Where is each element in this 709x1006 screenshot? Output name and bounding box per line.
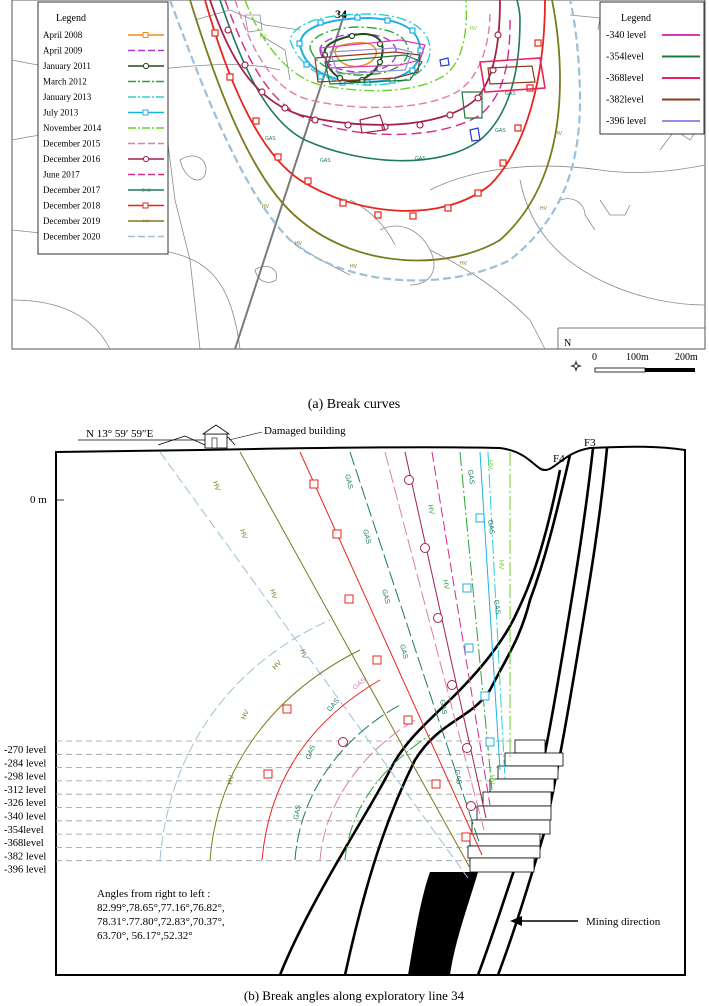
level-label: -354level [4, 824, 44, 836]
legend-left-item-label: December 2018 [43, 200, 101, 211]
legend-left-item-label: November 2014 [43, 123, 102, 133]
svg-text:HV: HV [211, 480, 221, 492]
svg-text:GAS: GAS [466, 469, 476, 485]
svg-text:HV: HV [486, 459, 494, 470]
svg-text:GAS: GAS [398, 643, 409, 660]
legend-right-item-label: -354level [606, 51, 644, 63]
svg-text:HV: HV [460, 261, 467, 267]
north-label: N [564, 338, 572, 349]
svg-text:HV: HV [298, 648, 308, 660]
legend-right-item-label: -382level [606, 94, 644, 106]
legend-left-item-label: April 2008 [43, 30, 83, 40]
svg-text:HV: HV [426, 504, 435, 515]
zero-m-label: 0 m [30, 494, 47, 506]
legend-left-item-label: December 2020 [43, 231, 101, 242]
legend-left-marker [143, 203, 148, 208]
svg-text:HV: HV [441, 579, 450, 590]
svg-text:GAS: GAS [265, 136, 276, 142]
fault-f4-label: F4 [553, 453, 565, 465]
legend-left-item-label: March 2012 [43, 76, 87, 87]
svg-text:HV: HV [497, 559, 505, 570]
level-label: -270 level [4, 745, 47, 756]
svg-text:GAS: GAS [380, 588, 391, 605]
svg-text:GAS: GAS [320, 158, 331, 164]
legend-left-item-label: December 2017 [43, 185, 101, 195]
svg-text:HV: HV [488, 774, 496, 785]
legend-left-item-label: December 2016 [43, 154, 101, 164]
legend-left-marker [143, 156, 148, 161]
legend-left-marker [143, 110, 148, 115]
legend-left-item-label: December 2019 [43, 216, 101, 226]
legend-left-marker: HV [142, 218, 150, 224]
level-label: -382 level [4, 851, 47, 863]
legend-right-item-label: -340 level [606, 30, 647, 41]
svg-text:GAS: GAS [305, 744, 317, 761]
svg-text:GAS: GAS [495, 128, 506, 134]
legend-left-item-label: July 2013 [43, 107, 79, 118]
level-label: -298 level [4, 771, 47, 783]
legend-left [38, 2, 168, 254]
svg-text:HV: HV [227, 774, 236, 786]
level-label: -312 level [4, 784, 47, 796]
level-label: -340 level [4, 811, 47, 823]
svg-text:HV: HV [470, 26, 477, 32]
svg-text:GAS: GAS [351, 676, 368, 692]
svg-text:HV: HV [295, 241, 302, 247]
caption-a: (a) Break curves [307, 397, 401, 412]
damaged-building-icon [203, 425, 229, 448]
level-label: -396 level [4, 864, 47, 876]
svg-text:HV: HV [240, 709, 251, 721]
svg-text:GAS: GAS [343, 473, 354, 490]
legend-right-item-label: -368level [606, 73, 644, 84]
legend-left-item-label: April 2009 [43, 45, 83, 56]
legend-left-item-label: January 2011 [43, 61, 91, 71]
legend-right-item-label: -396 level [606, 116, 647, 127]
angles-line: 63.70°, 56.17°,52.32° [97, 930, 193, 942]
legend-left-item-label: December 2015 [43, 138, 101, 149]
svg-text:GAS: GAS [326, 697, 342, 714]
scale-bar-black [645, 368, 695, 372]
mining-direction-label: Mining direction [586, 916, 661, 928]
angles-line: Angles from right to left : [97, 888, 211, 900]
line-34-label: 34 [335, 7, 347, 21]
svg-text:HV: HV [268, 588, 278, 600]
svg-text:GAS: GAS [492, 599, 502, 615]
svg-text:HV: HV [238, 528, 248, 540]
legend-left-marker: GAS [141, 187, 151, 193]
legend-left-marker [143, 33, 148, 38]
legend-left-marker [143, 63, 148, 68]
north-and-scale [558, 328, 705, 372]
svg-text:GAS: GAS [486, 519, 496, 535]
svg-text:GAS: GAS [505, 91, 516, 97]
azimuth-label: N 13° 59′ 59″E [86, 428, 154, 440]
scale-tick-200: 200m [675, 352, 698, 363]
building-label: Damaged building [264, 425, 346, 437]
svg-text:HV: HV [260, 34, 267, 40]
svg-text:GAS: GAS [453, 769, 463, 785]
scale-bar-white [595, 368, 645, 372]
svg-text:GAS: GAS [361, 528, 372, 545]
scale-tick-100: 100m [626, 352, 649, 363]
svg-text:HV: HV [555, 131, 562, 137]
legend-left-item-label: January 2013 [43, 92, 92, 102]
svg-text:HV: HV [271, 659, 284, 672]
compass-icon [570, 360, 582, 372]
svg-text:HV: HV [262, 204, 269, 210]
level-label: -284 level [4, 758, 47, 770]
level-label: -326 level [4, 798, 47, 810]
svg-text:GAS: GAS [293, 804, 303, 821]
legend-left-title: Legend [56, 13, 86, 24]
panel-b-break-angles [4, 425, 685, 975]
panel-a-break-curves [12, 0, 705, 372]
svg-text:GAS: GAS [438, 699, 448, 715]
svg-text:HV: HV [350, 264, 357, 270]
legend-right-box [600, 2, 704, 134]
fault-f3-label: F3 [584, 437, 596, 449]
angles-line: 78.31°.77.80°,72.83°,70.37°, [97, 916, 225, 928]
scale-tick-0: 0 [592, 352, 597, 363]
svg-text:GAS: GAS [415, 156, 426, 162]
caption-b: (b) Break angles along exploratory line 34 [243, 988, 465, 1003]
legend-right [600, 2, 704, 134]
legend-right-title: Legend [621, 13, 651, 24]
angles-line: 82.99°,78.65°,77.16°,76.82°, [97, 902, 225, 914]
level-label: -368level [4, 838, 44, 850]
legend-left-item-label: June 2017 [43, 169, 80, 180]
building-leader [229, 432, 262, 440]
svg-text:HV: HV [540, 206, 547, 212]
